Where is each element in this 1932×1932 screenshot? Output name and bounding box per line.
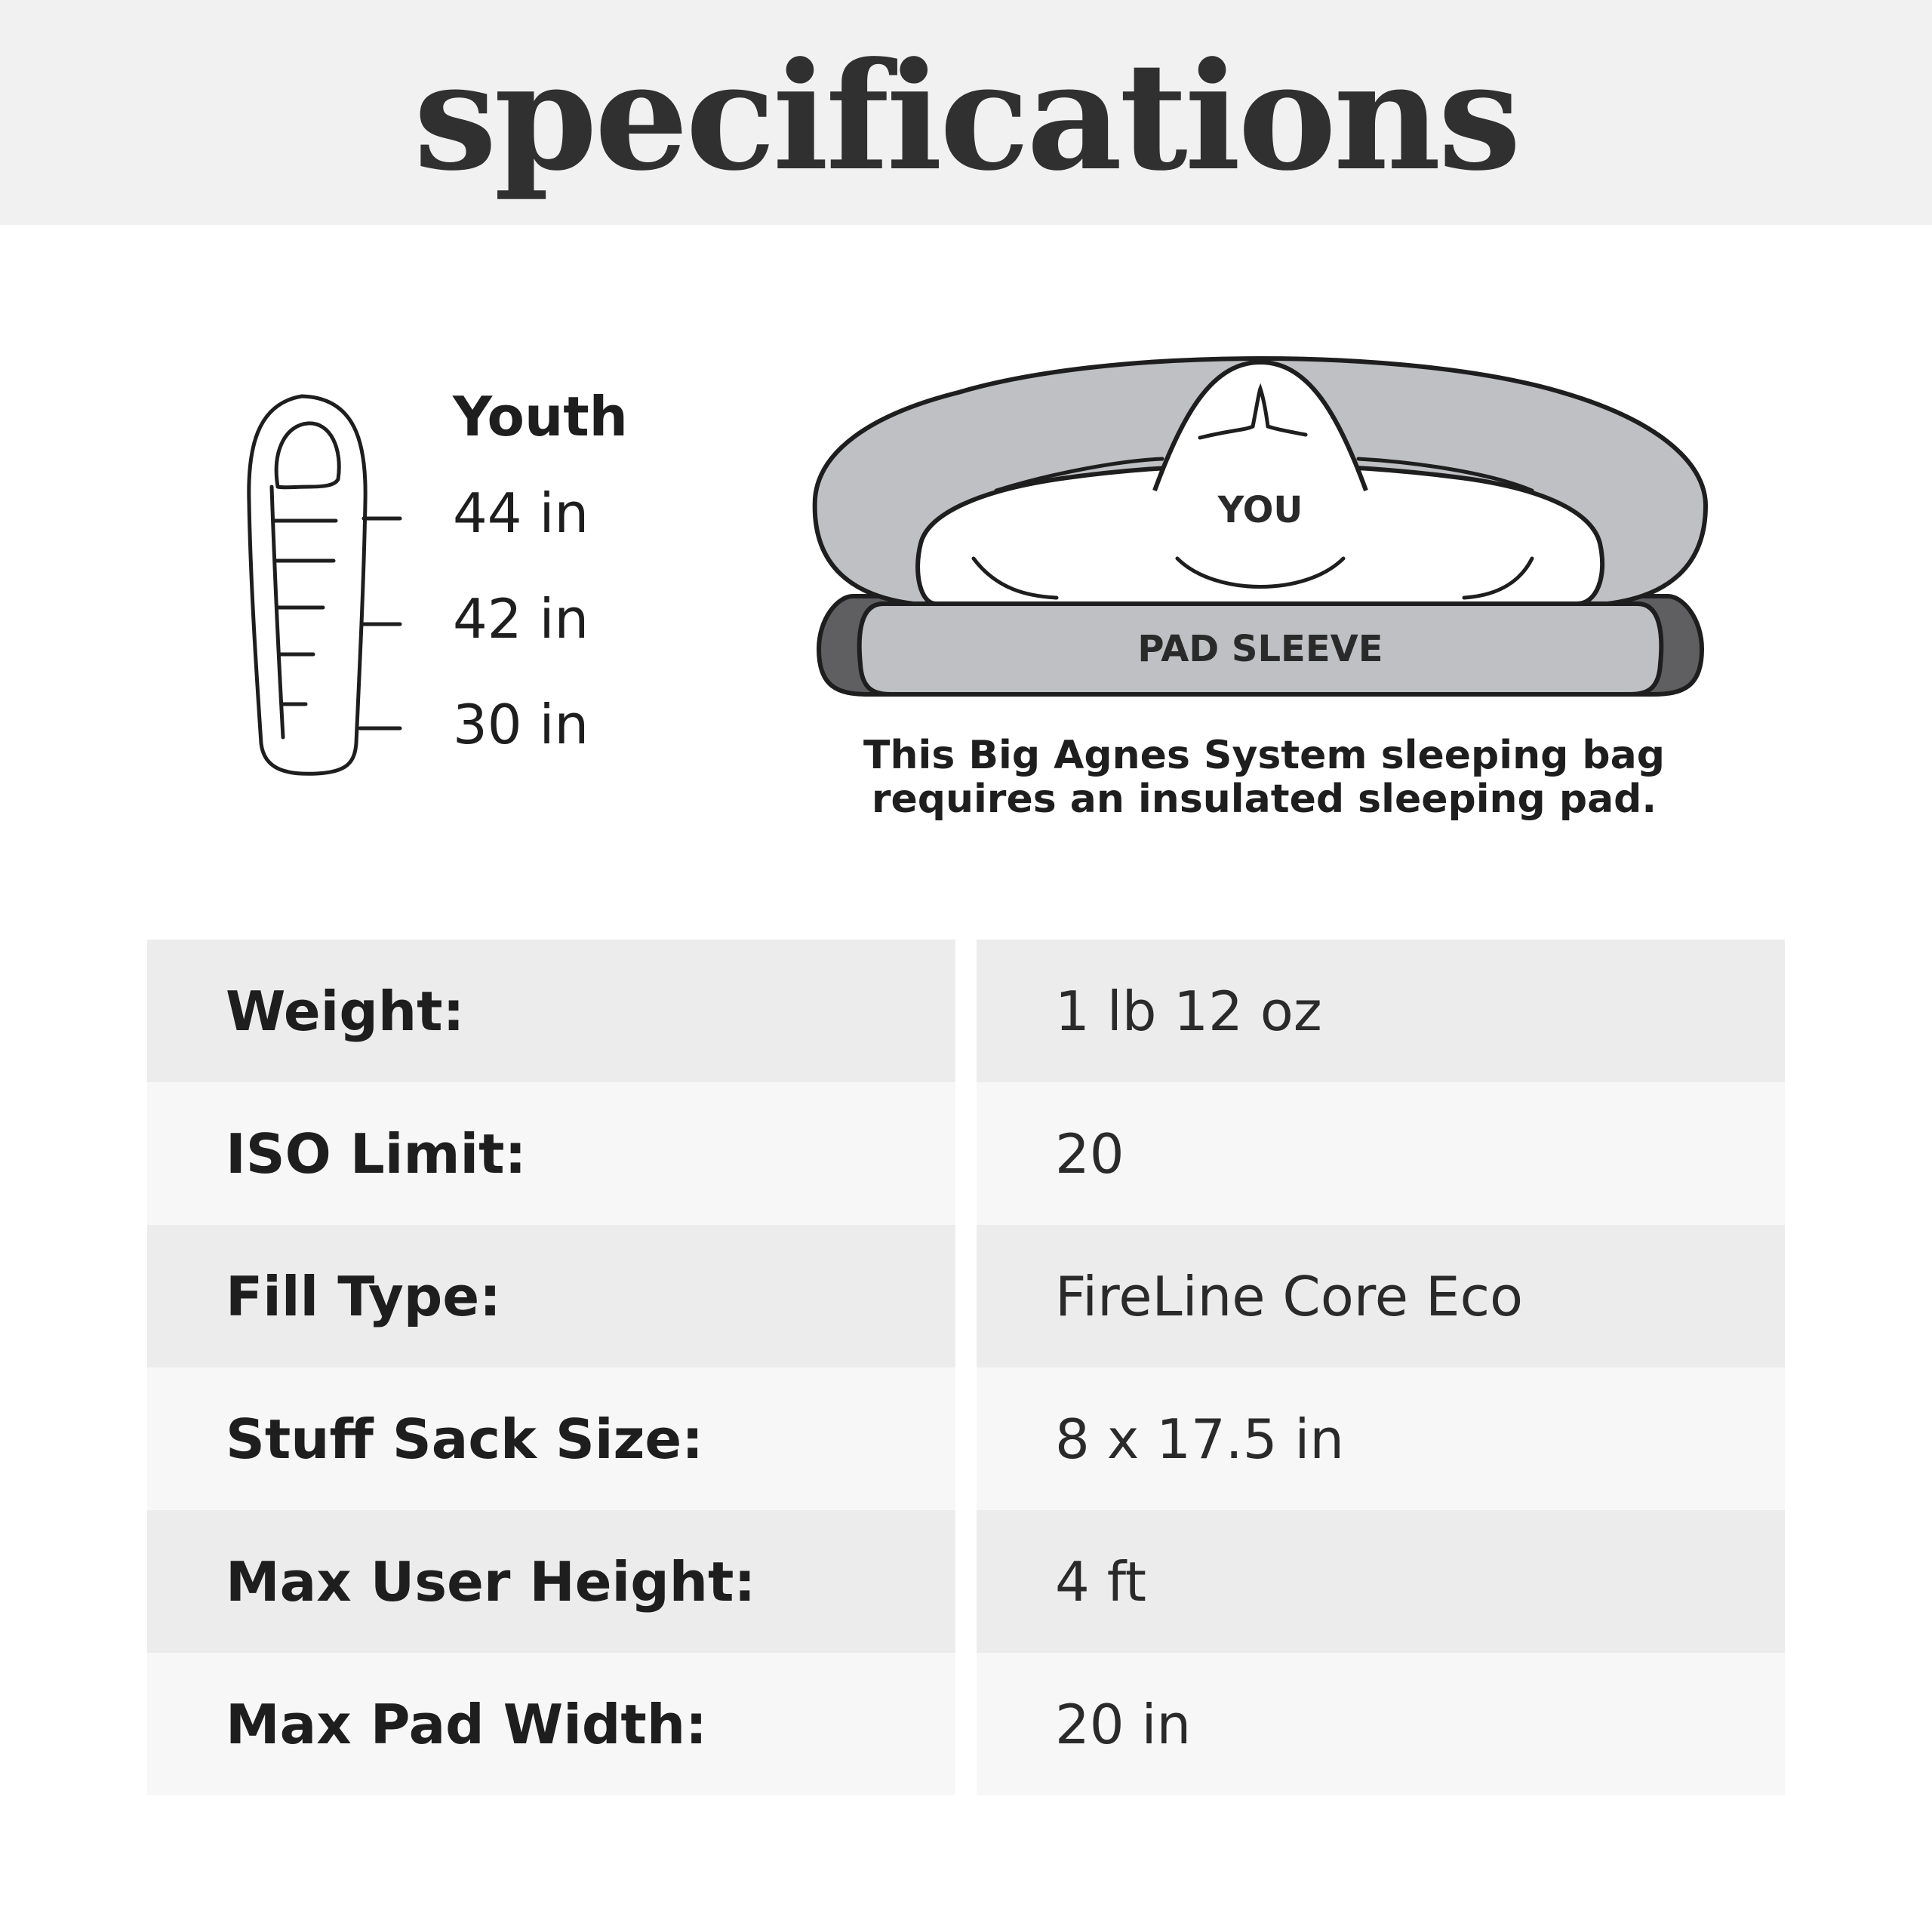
caption-line-1: This Big Agnes System sleeping bag — [863, 733, 1665, 778]
size-heading: Youth — [453, 385, 628, 448]
table-row — [147, 1225, 1785, 1367]
pad-requirement-note — [808, 734, 1721, 821]
hip-girth: 42 in — [453, 587, 589, 651]
table-row — [147, 1082, 1785, 1225]
spec-label-max-user-height: Max User Height: — [147, 1510, 955, 1653]
foot-girth: 30 in — [453, 693, 589, 756]
spec-label-fill-type: Fill Type: — [147, 1225, 955, 1367]
spec-label-max-pad-width: Max Pad Width: — [147, 1653, 955, 1795]
shoulder-girth: 44 in — [453, 481, 589, 545]
pad-sleeve-diagram — [808, 317, 1713, 709]
you-label: YOU — [1217, 489, 1303, 531]
spec-label-weight: Weight: — [147, 940, 955, 1082]
spec-value-weight: 1 lb 12 oz — [977, 940, 1785, 1082]
table-row — [147, 1653, 1785, 1795]
sleeping-bag-outline-icon — [242, 389, 423, 781]
table-row — [147, 1510, 1785, 1653]
spec-label-stuff-sack-size: Stuff Sack Size: — [147, 1367, 955, 1510]
spec-value-max-pad-width: 20 in — [977, 1653, 1785, 1795]
caption-line-2: requires an insulated sleeping pad. — [871, 777, 1657, 822]
spec-value-iso-limit: 20 — [977, 1082, 1785, 1225]
spec-label-iso-limit: ISO Limit: — [147, 1082, 955, 1225]
spec-value-fill-type: FireLine Core Eco — [977, 1225, 1785, 1367]
pad-sleeve-label: PAD SLEEVE — [1137, 628, 1383, 670]
spec-value-max-user-height: 4 ft — [977, 1510, 1785, 1653]
table-row — [147, 940, 1785, 1082]
spec-value-stuff-sack-size: 8 x 17.5 in — [977, 1367, 1785, 1510]
header-bar — [0, 0, 1932, 225]
table-row — [147, 1367, 1785, 1510]
spec-table — [147, 940, 1785, 1795]
page-title: specifications — [414, 30, 1518, 204]
